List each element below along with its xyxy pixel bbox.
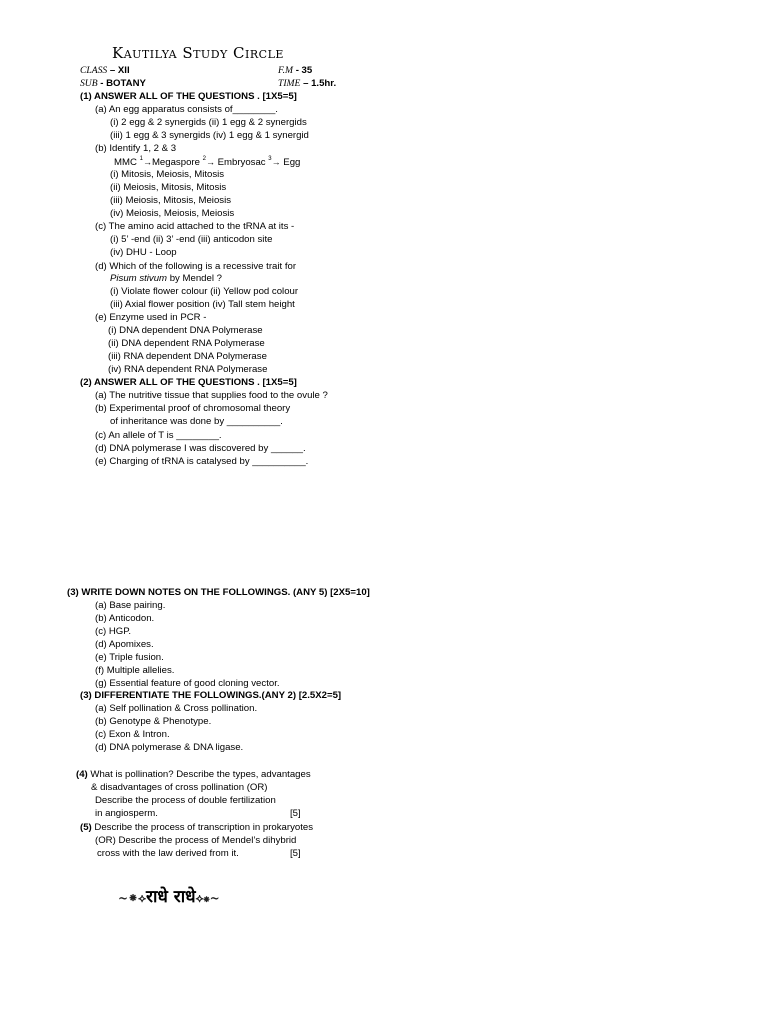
question-5-marks: [5] (290, 848, 301, 859)
question-1d-line-2: Pisum stivum by Mendel ? (110, 273, 222, 284)
full-marks-info: F.M - 35 (278, 65, 313, 76)
question-2e: (e) Charging of tRNA is catalysed by __________. (95, 456, 309, 467)
question-1d-options-2: (iii) Axial flower position (iv) Tall stem height (110, 299, 295, 310)
question-1e-option: (iii) RNA dependent DNA Polymerase (108, 351, 267, 362)
question-1d: (d) Which of the following is a recessive trait for (95, 261, 297, 272)
ornament-right-icon: ⟡⁕~ (195, 891, 220, 905)
question-5: (5) Describe the process of transcription in prokaryotes (80, 822, 314, 833)
time-info: TIME – 1.5hr. (278, 78, 337, 89)
notes-item: (e) Triple fusion. (95, 652, 164, 663)
question-2b: (b) Experimental proof of chromosomal theory (95, 403, 291, 414)
ornament-left-icon: ~⁕⟡ (118, 891, 147, 905)
notes-item: (c) HGP. (95, 626, 132, 637)
arrow-right-icon: → (142, 157, 152, 167)
notes-item: (d) Apomixes. (95, 639, 154, 650)
question-1a-options-2: (iii) 1 egg & 3 synergids (iv) 1 egg & 1 synergid (110, 130, 309, 141)
question-1e-option: (ii) DNA dependent RNA Polymerase (108, 338, 265, 349)
question-4-marks: [5] (290, 808, 301, 819)
question-5-line-2: (OR) Describe the process of Mendel’s dihybrid (95, 835, 297, 846)
notes-item: (b) Anticodon. (95, 613, 155, 624)
question-4-line-4: in angiosperm. (95, 808, 158, 819)
question-1c: (c) The amino acid attached to the tRNA at its - (95, 221, 295, 232)
question-4-line-3: Describe the process of double fertilization (95, 795, 276, 806)
question-4: (4) What is pollination? Describe the types, advantages (76, 769, 311, 780)
question-2c: (c) An allele of T is ________. (95, 430, 222, 441)
section-2-heading: (2) ANSWER ALL OF THE QUESTIONS . [1X5=5] (80, 377, 297, 388)
section-3-heading: (3) WRITE DOWN NOTES ON THE FOLLOWINGS. (ANY 5) [2X5=10] (67, 587, 370, 598)
question-2a: (a) The nutritive tissue that supplies food to the ovule ? (95, 390, 328, 401)
question-1e: (e) Enzyme used in PCR - (95, 312, 207, 323)
question-1c-options-1: (i) 5’ -end (ii) 3’ -end (iii) anticodon site (110, 234, 273, 245)
footer-blessing: ~⁕⟡राधे राधे⟡⁕~ (118, 887, 220, 907)
question-1a: (a) An egg apparatus consists of________. (95, 104, 278, 115)
arrow-right-icon: → (205, 157, 215, 167)
question-2b-line-2: of inheritance was done by __________. (110, 416, 283, 427)
differentiate-item: (a) Self pollination & Cross pollination. (95, 703, 258, 714)
question-5-line-3: cross with the law derived from it. (97, 848, 239, 859)
question-1e-option: (iv) RNA dependent RNA Polymerase (108, 364, 268, 375)
arrow-right-icon: → (271, 157, 281, 167)
section-3b-heading: (3) DIFFERENTIATE THE FOLLOWINGS.(ANY 2) [2.5X2=5] (80, 690, 342, 701)
institute-title: Kautilya Study Circle (112, 44, 284, 62)
question-1b-option: (iii) Meiosis, Mitosis, Meiosis (110, 195, 231, 206)
notes-item: (f) Multiple allelies. (95, 665, 175, 676)
question-1b-option: (iv) Meiosis, Meiosis, Meiosis (110, 208, 235, 219)
question-2d: (d) DNA polymerase I was discovered by ______. (95, 443, 306, 454)
question-1b-option: (i) Mitosis, Meiosis, Mitosis (110, 169, 225, 180)
question-1a-options-1: (i) 2 egg & 2 synergids (ii) 1 egg & 2 synergids (110, 117, 307, 128)
class-info: CLASS – XII (80, 65, 130, 76)
differentiate-item: (c) Exon & Intron. (95, 729, 170, 740)
question-1b-flow: MMC $^1$→Megaspore $^2$→ Embryosac $^3$→ Egg (114, 156, 301, 168)
question-1b-option: (ii) Meiosis, Mitosis, Mitosis (110, 182, 227, 193)
notes-item: (a) Base pairing. (95, 600, 166, 611)
question-1b: (b) Identify 1, 2 & 3 (95, 143, 177, 154)
notes-item: (g) Essential feature of good cloning vector. (95, 678, 280, 689)
question-1e-option: (i) DNA dependent DNA Polymerase (108, 325, 263, 336)
differentiate-item: (d) DNA polymerase & DNA ligase. (95, 742, 244, 753)
differentiate-item: (b) Genotype & Phenotype. (95, 716, 212, 727)
subject-info: SUB - BOTANY (80, 78, 146, 89)
question-1d-options-1: (i) Violate flower colour (ii) Yellow pod colour (110, 286, 299, 297)
question-4-line-2: & disadvantages of cross pollination (OR) (91, 782, 268, 793)
question-1c-options-2: (iv) DHU - Loop (110, 247, 177, 258)
section-1-heading: (1) ANSWER ALL OF THE QUESTIONS . [1X5=5] (80, 91, 297, 102)
